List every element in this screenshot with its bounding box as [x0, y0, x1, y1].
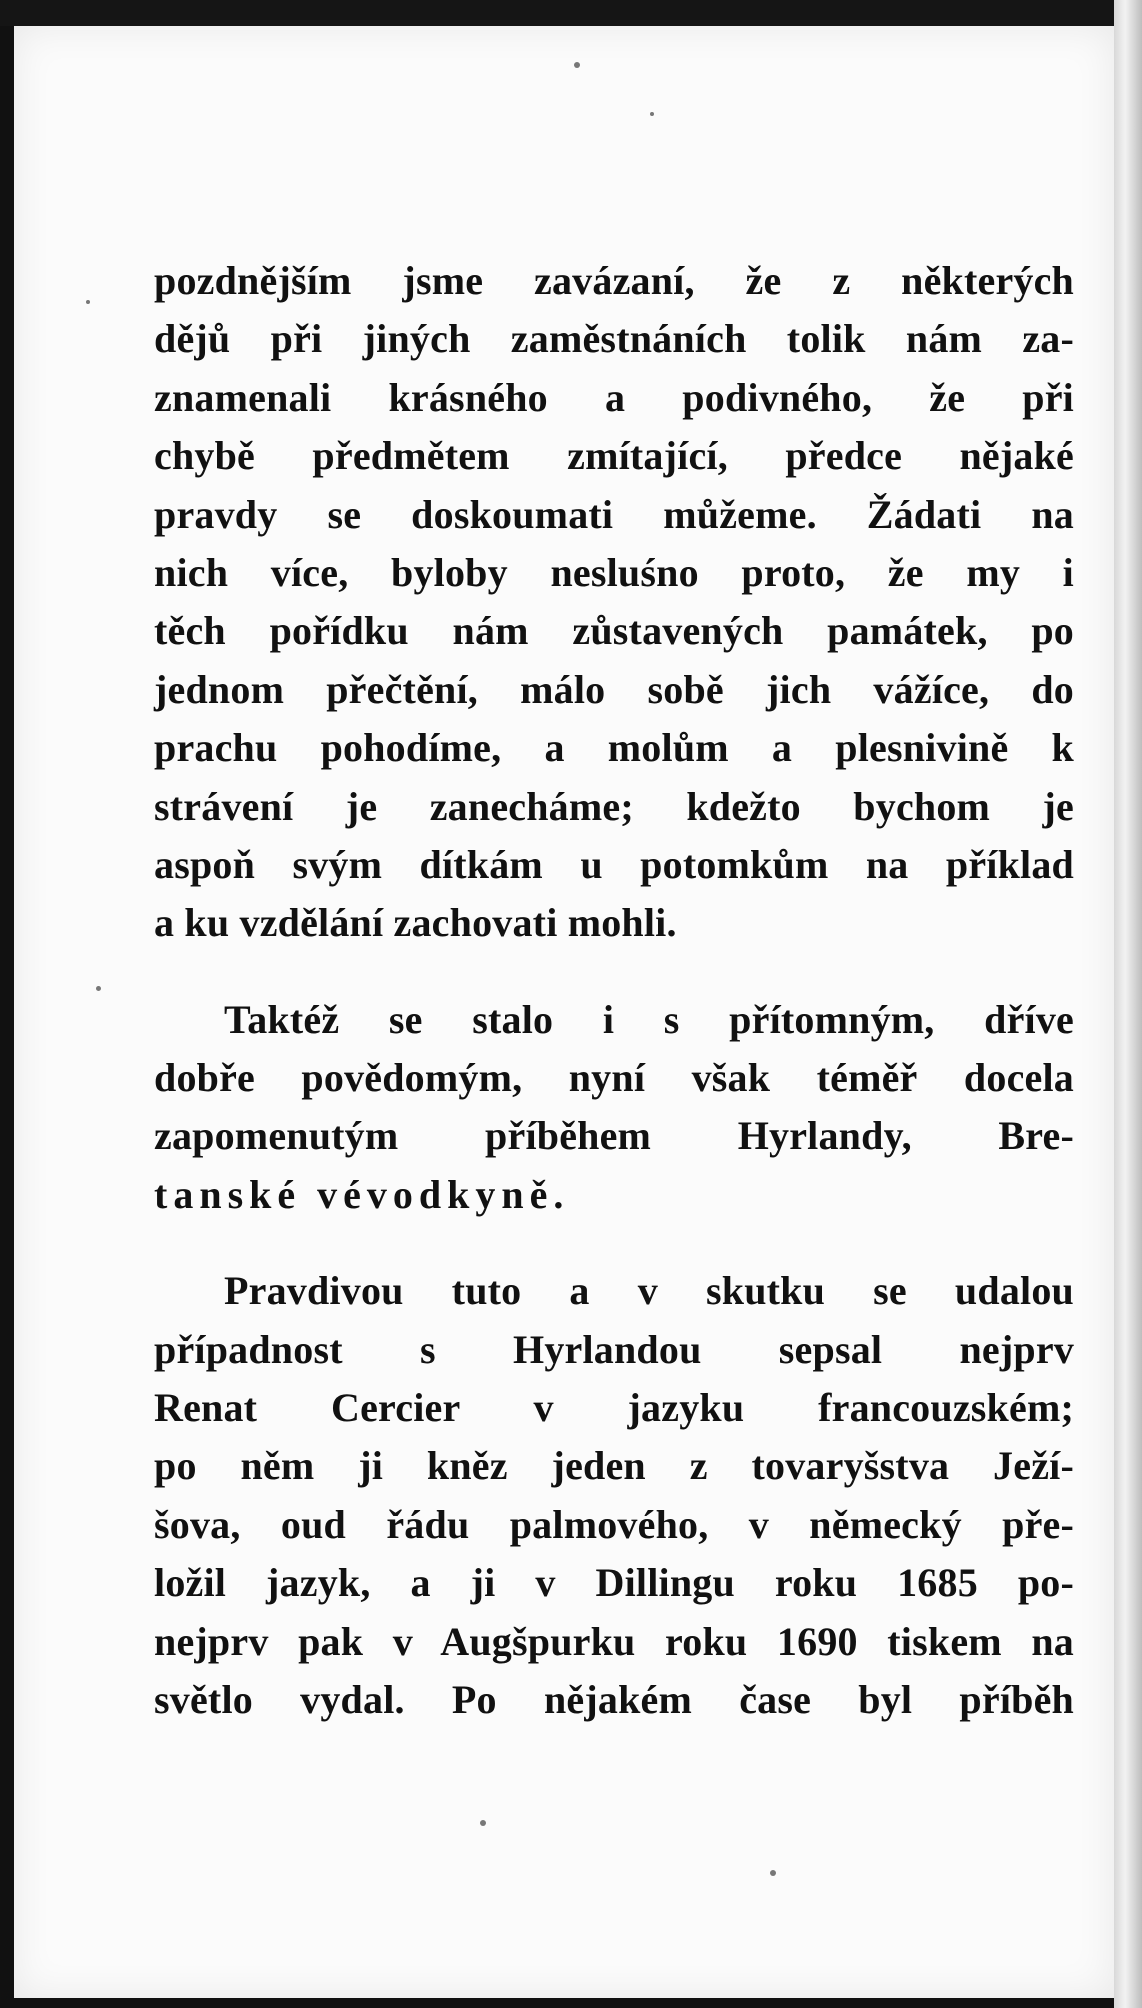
text-line: aspoň svým dítkám u potomkům na příklad [154, 841, 1074, 887]
paragraph-2 [154, 991, 1074, 1225]
text-line: ložil jazyk, a ji v Dillingu roku 1685 po- [154, 1560, 1074, 1606]
text-line: případnost s Hyrlandou sepsal nejprv [154, 1326, 1074, 1372]
text-line: jednom přečtění, málo sobě jich vážíce, do [154, 666, 1074, 712]
text-line: pravdy se doskoumati můžeme. Žádati na [154, 491, 1074, 537]
text-line: dobře povědomým, nyní však téměř docela [154, 1055, 1074, 1101]
paragraph-gap [154, 1224, 1074, 1262]
print-speck [650, 112, 654, 116]
print-speck [574, 62, 580, 68]
text-line: znamenali krásného a podivného, že při [154, 374, 1074, 420]
text-line: tanské vévodkyně. [154, 1171, 570, 1217]
print-speck [86, 300, 90, 304]
text-line: Renat Cercier v jazyku francouzském; [154, 1385, 1074, 1431]
text-line: šova, oud řádu palmového, v německý pře- [154, 1501, 1074, 1547]
text-line: dějů při jiných zaměstnáních tolik nám za- [154, 316, 1074, 362]
text-line: zapomenutým příběhem Hyrlandy, Bre- [154, 1113, 1074, 1159]
text-line: nich více, byloby nesluśno proto, že my i [154, 549, 1074, 595]
print-speck [96, 986, 101, 991]
text-line: strávení je zanecháme; kdežto bychom je [154, 783, 1074, 829]
text-line: prachu pohodíme, a molům a plesnivině k [154, 725, 1074, 771]
text-line: těch pořídku nám zůstavených památek, po [154, 608, 1074, 654]
text-line: chybě předmětem zmítající, předce nějaké [154, 433, 1074, 479]
scan-top-edge [0, 0, 1142, 26]
text-line: Taktéž se stalo i s přítomným, dříve [224, 996, 1074, 1042]
page-binding-edge [1114, 0, 1142, 2008]
body-text [154, 252, 1074, 1729]
paragraph-gap [154, 953, 1074, 991]
text-line: světlo vydal. Po nějakém čase byl příběh [154, 1676, 1074, 1722]
text-line: nejprv pak v Augšpurku roku 1690 tiskem na [154, 1618, 1074, 1664]
text-line: a ku vzdělání zachovati mohli. [154, 900, 677, 946]
paragraph-1 [154, 252, 1074, 953]
text-line: Pravdivou tuto a v skutku se udalou [224, 1268, 1074, 1314]
paragraph-3 [154, 1262, 1074, 1729]
print-speck [480, 1820, 486, 1826]
text-line: po něm ji kněz jeden z tovaryšstva Ježí- [154, 1443, 1074, 1489]
text-line: pozdnějším jsme zavázaní, že z některých [154, 258, 1074, 303]
print-speck [770, 1870, 776, 1876]
